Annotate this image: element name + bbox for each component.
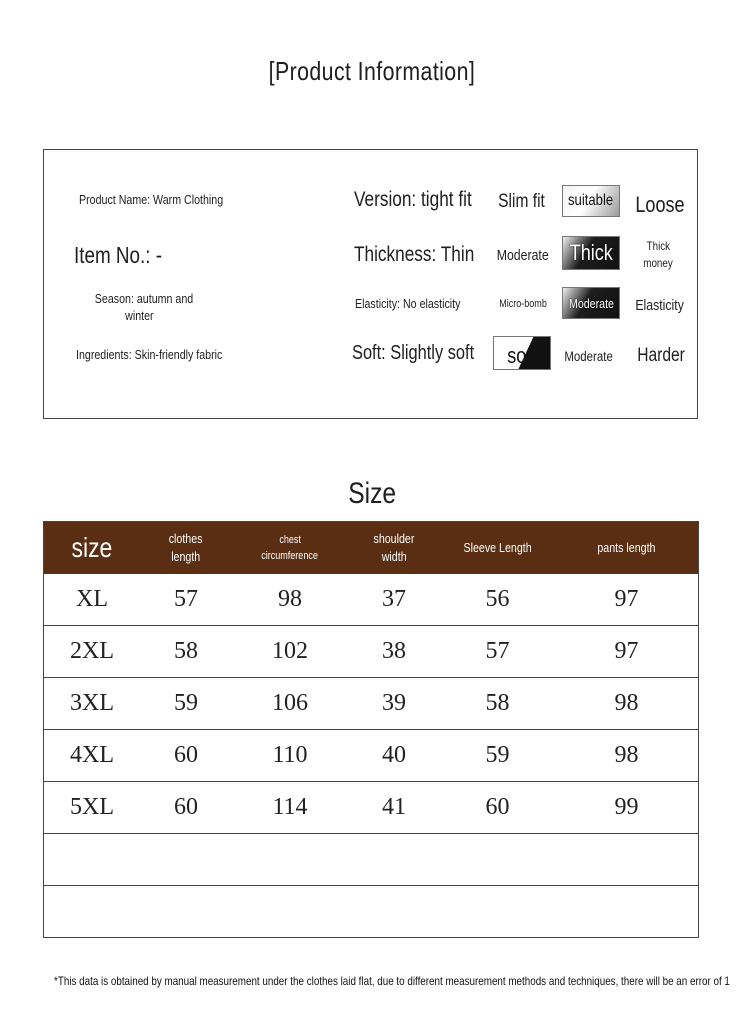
cell-sleeve: 57 — [485, 638, 510, 664]
product-info-panel — [43, 149, 698, 419]
version-label: Version: tight fit — [354, 188, 472, 211]
season: Season: autumn and winter — [94, 291, 194, 323]
table-row — [44, 574, 698, 626]
version-option-suitable-chip: suitable — [562, 185, 620, 217]
cell-size: 3XL — [70, 690, 114, 716]
thickness-option-thick-chip: Thick — [562, 236, 620, 270]
cell-shoulder: 41 — [382, 794, 406, 820]
header-chest-circumference: chest circumference — [261, 534, 319, 562]
cell-sleeve: 56 — [485, 586, 510, 612]
header-clothes-length: clothes length — [169, 531, 203, 564]
cell-clothes-length: 60 — [174, 742, 198, 768]
measurement-note: *This data is obtained by manual measurement under the clothes laid flat, due to different measurement methods and techniques, there will be an error of 1 — [54, 974, 730, 988]
empty-table-row — [44, 834, 698, 886]
header-pants-length: pants length — [597, 540, 656, 555]
cell-pants: 97 — [614, 586, 639, 612]
elasticity-option-elasticity: Elasticity — [635, 297, 685, 314]
soft-option-moderate: Moderate — [564, 348, 614, 364]
cell-chest: 98 — [278, 586, 302, 612]
header-size: size — [71, 532, 113, 563]
cell-shoulder: 39 — [382, 690, 406, 716]
cell-chest: 114 — [272, 794, 308, 820]
cell-sleeve: 60 — [485, 794, 510, 820]
cell-size: 5XL — [70, 794, 114, 820]
cell-pants: 97 — [614, 638, 639, 664]
cell-clothes-length: 58 — [174, 638, 198, 664]
header-sleeve-length: Sleeve Length — [463, 540, 532, 555]
size-table-header — [44, 522, 698, 574]
table-row — [44, 782, 698, 834]
cell-pants: 99 — [614, 794, 639, 820]
cell-pants: 98 — [614, 690, 639, 716]
cell-size: 4XL — [70, 742, 114, 768]
cell-size: 2XL — [70, 638, 114, 664]
cell-pants: 98 — [614, 742, 639, 768]
soft-label: Soft: Slightly soft — [352, 342, 475, 364]
thickness-option-moderate: Moderate — [497, 247, 549, 264]
size-section-title: Size — [348, 477, 396, 510]
cell-shoulder: 37 — [382, 586, 406, 612]
product-name: Product Name: Warm Clothing — [79, 192, 224, 207]
cell-shoulder: 38 — [382, 638, 406, 664]
cell-sleeve: 58 — [485, 690, 510, 716]
ingredients: Ingredients: Skin-friendly fabric — [76, 347, 223, 362]
cell-chest: 102 — [272, 638, 308, 664]
cell-clothes-length: 60 — [174, 794, 198, 820]
header-shoulder-width: shoulder width — [373, 531, 415, 564]
soft-option-harder: Harder — [637, 345, 685, 366]
cell-size: XL — [76, 586, 108, 612]
version-option-loose: Loose — [635, 192, 685, 217]
cell-chest: 110 — [272, 742, 308, 768]
page-title: [Product Information] — [268, 56, 476, 86]
item-number: Item No.: - — [74, 242, 163, 268]
empty-table-row — [44, 886, 698, 938]
version-option-slim: Slim fit — [497, 191, 545, 212]
thickness-option-thick-money: Thick money — [643, 239, 673, 270]
table-row — [44, 730, 698, 782]
thickness-label: Thickness: Thin — [354, 243, 475, 266]
size-table — [43, 521, 699, 938]
elasticity-option-micro: Micro-bomb — [499, 298, 547, 310]
table-row — [44, 678, 698, 730]
table-row — [44, 626, 698, 678]
elasticity-label: Elasticity: No elasticity — [355, 296, 461, 311]
cell-shoulder: 40 — [382, 742, 406, 768]
elasticity-option-moderate-chip: Moderate — [562, 287, 620, 319]
cell-sleeve: 59 — [485, 742, 510, 768]
cell-clothes-length: 57 — [174, 586, 198, 612]
cell-chest: 106 — [272, 690, 308, 716]
cell-clothes-length: 59 — [174, 690, 198, 716]
soft-option-soft-chip: soft — [493, 336, 551, 370]
